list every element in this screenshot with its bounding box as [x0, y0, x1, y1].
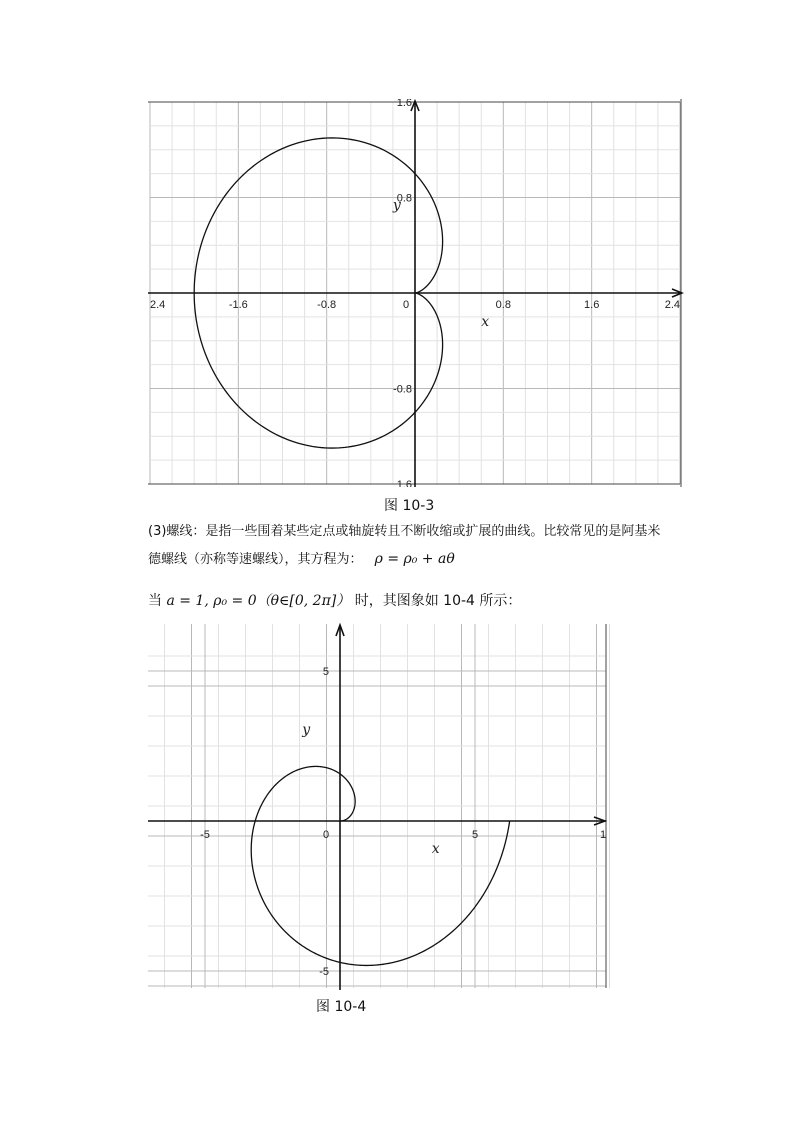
paragraph-line-3: [148, 590, 521, 610]
x-tick-label: 1.6: [584, 299, 600, 311]
spiral-equation: ρ = ρ₀ + aθ: [374, 551, 455, 567]
spiral-parameters: a = 1, ρ₀ = 0（θ∈[0, 2π]）: [166, 593, 351, 609]
paragraph-line-3-prefix: 当: [148, 593, 162, 609]
x-tick-label: 1: [599, 829, 607, 841]
figure-cardioid-caption: 图 10-3: [384, 498, 435, 514]
x-tick-label: 0: [322, 829, 330, 841]
x-tick-label: 2.4: [150, 299, 166, 311]
x-tick-label: 0: [402, 299, 410, 311]
x-tick-label: -1.6: [228, 299, 248, 311]
x-axis-label: x: [481, 314, 490, 330]
y-tick-label: 1.6: [396, 99, 412, 109]
y-axis-label: y: [302, 722, 311, 738]
spiral-plot: [148, 622, 610, 990]
figure-spiral-caption: 图 10-4: [316, 999, 367, 1015]
x-tick-label: 2.4: [664, 299, 680, 311]
x-tick-label: -0.8: [317, 299, 337, 311]
y-tick-label: 0.8: [396, 192, 412, 205]
x-tick-label: 5: [471, 829, 479, 841]
paragraph-line-1: (3)螺线：是指一些围着某些定点或轴旋转且不断收缩或扩展的曲线。比较常见的是阿基米: [148, 524, 661, 539]
y-tick-label: 5: [322, 666, 329, 678]
y-tick-label: -0.8: [393, 383, 412, 396]
paragraph-line-3-suffix: 时，其图象如 10-4 所示：: [354, 593, 522, 609]
y-tick-label: -5: [319, 966, 329, 978]
figure-cardioid: [148, 99, 684, 487]
x-tick-label: -5: [200, 829, 210, 841]
paragraph-line-2-text: 德螺线（亦称等速螺线），其方程为：: [148, 552, 363, 567]
x-axis-label: x: [431, 841, 440, 857]
cardioid-plot: [148, 99, 684, 487]
y-tick-label: 1.6: [396, 479, 412, 487]
x-tick-label: 0.8: [495, 299, 511, 311]
figure-spiral: [148, 622, 610, 990]
paragraph-line-2: [148, 548, 455, 567]
y-axis-label: y: [392, 197, 401, 214]
